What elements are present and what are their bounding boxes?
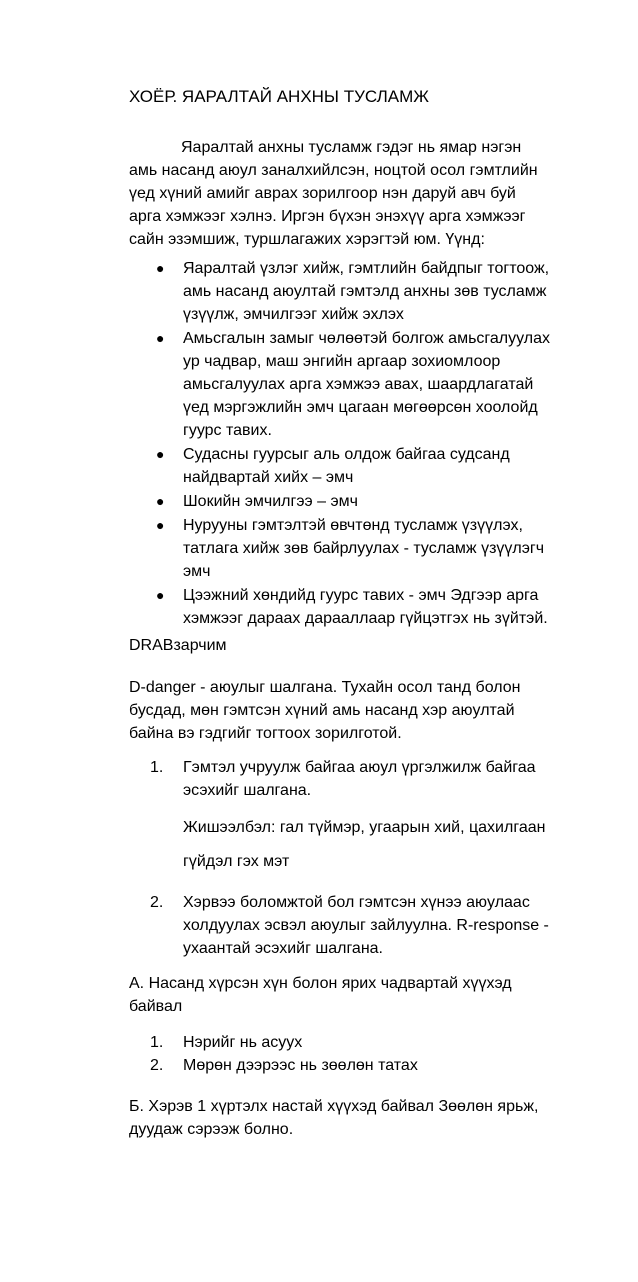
bullet-line: Нурууны гэмтэлтэй өвчтөнд тусламж үзүүлэх, [183,517,523,534]
section-a-paragraph [129,972,579,1018]
bullet-line: амь насанд аюултай гэмтэлд анхны зөв тусламж [183,283,547,300]
bullet-line: хэмжээг дараах дарааллаар гүйцэтгэх нь зүйтэй. [183,610,548,627]
bullet-item [129,584,579,630]
item-line: эсэхийг шалгана. [183,782,312,799]
example-line-2 [183,850,633,873]
bullet-line: үед мэргэжлийн эмч цагаан мөгөөрсөн хоолойд [183,399,538,416]
danger-line: D-danger - аюулыг шалгана. Тухайн осол танд болон [129,679,521,696]
danger-line: бусдад, мөн гэмтсэн хүний амь насанд хэр аюултай [129,702,515,719]
bullet-line: эмч [183,563,211,580]
item-line: ухаантай эсэхийг шалгана. [183,940,383,957]
bullet-line: татлага хийж зөв байрлуулах - тусламж үзүүлэгч [183,540,545,557]
bullet-line: Шокийн эмчилгээ – эмч [183,493,358,510]
bullet-icon: ● [156,330,165,346]
item-number: 1. [150,1034,164,1051]
intro-paragraph [129,136,579,251]
a-item-2 [129,1054,589,1077]
bullet-line: найдвартай хийх – эмч [183,469,354,486]
intro-line: Яаралтай анхны тусламж гэдэг нь ямар нэгэн [181,139,522,156]
danger-paragraph [129,676,579,745]
section-a-line: А. Насанд хүрсэн хүн болон ярих чадвартай хүүхэд [129,975,512,992]
bullet-item [129,327,579,442]
bullet-item [129,257,579,326]
item-number: 1. [150,759,164,776]
bullet-line: ур чадвар, маш энгийн аргаар зохиомлоор [183,353,501,370]
drab-heading [129,634,579,657]
item-number: 2. [150,1057,164,1074]
bullet-line: Амьсгалын замыг чөлөөтэй болгож амьсгалуулах [183,330,550,347]
numbered-item-2 [129,891,589,960]
bullet-icon: ● [156,493,165,509]
item-line: Хэрвээ боломжтой бол гэмтсэн хүнээ аюулаас [183,894,530,911]
bullet-item [129,443,579,489]
intro-line: амь насанд аюул заналхийлсэн, ноцтой осол гэмтлийн [129,162,538,179]
bullet-icon: ● [156,517,165,533]
section-b-paragraph [129,1095,579,1141]
bullet-line: үзүүлж, эмчилгээг хийж эхлэх [183,306,404,323]
item-line: Нэрийг нь асуух [183,1034,303,1051]
bullet-line: Яаралтай үзлэг хийж, гэмтлийн байдпыг тогтоож, [183,260,550,277]
bullet-line: гуурс тавих. [183,422,272,439]
item-line: Гэмтэл учруулж байгаа аюул үргэлжилж байгаа [183,759,536,776]
bullet-icon: ● [156,260,165,276]
bullet-line: Цээжний хөндийд гуурс тавих - эмч Эдгээр арга [183,587,539,604]
bullet-list [129,257,579,631]
section-b-line: Б. Хэрэв 1 хүртэлх настай хүүхэд байвал Зөөлөн ярьж, [129,1098,539,1115]
item-line: Мөрөн дээрээс нь зөөлөн татах [183,1057,418,1074]
bullet-item [129,490,579,513]
bullet-icon: ● [156,446,165,462]
a-item-1 [129,1031,589,1054]
bullet-item [129,514,579,583]
item-number: 2. [150,894,164,911]
example-text: Жишээлбэл: гал түймэр, угаарын хий, цахилгаан [183,819,546,836]
item-line: холдуулах эсвэл аюулыг зайлуулна. R-response - [183,917,549,934]
bullet-line: амьсгалуулах арга хэмжээ авах, шаардлагатай [183,376,534,393]
intro-line: үед хүний амийг аврах зорилгоор нэн даруй авч буй [129,185,516,202]
drab-text: DRABзарчим [129,637,227,654]
intro-line: сайн эзэмшиж, туршлагажих хэрэгтэй юм. Үүнд: [129,231,485,248]
numbered-item-1 [129,756,589,802]
example-line-1 [183,816,633,839]
bullet-line: Судасны гуурсыг аль олдож байгаа судсанд [183,446,510,463]
intro-line: арга хэмжээг хэлнэ. Иргэн бүхэн энэхүү арга хэмжээг [129,208,526,225]
section-a-line: байвал [129,998,183,1015]
section-b-line: дуудаж сэрээж болно. [129,1121,294,1138]
section-title: ХОЁР. ЯАРАЛТАЙ АНХНЫ ТУСЛАМЖ [129,87,429,106]
danger-line: байна вэ гэдгийг тогтоох зорилготой. [129,725,402,742]
bullet-icon: ● [156,587,165,603]
example-text: гүйдэл гэх мэт [183,853,290,870]
